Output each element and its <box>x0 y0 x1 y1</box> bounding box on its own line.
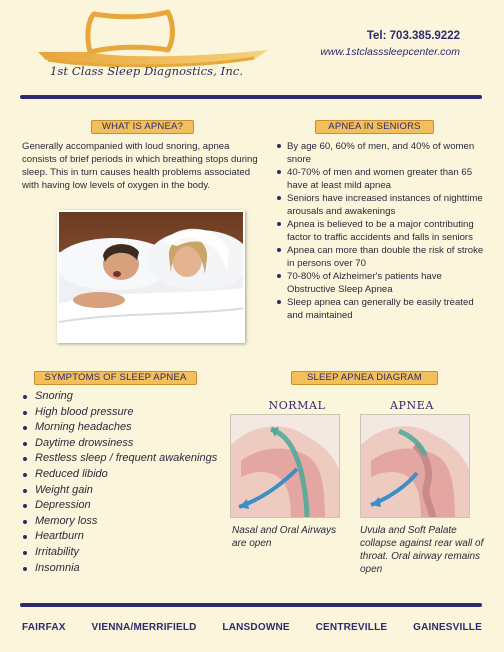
list-item: Seniors have increased instances of nighttime arousals and awakenings <box>276 192 486 218</box>
list-item: 40-70% of men and women greater than 65 have at least mild apnea <box>276 166 486 192</box>
list-item: Sleep apnea can generally be easily treated and maintained <box>276 296 486 322</box>
apnea-diagram-title: APNEA <box>390 399 434 412</box>
location-vienna-merrifield: VIENNA/MERRIFIELD <box>91 622 197 633</box>
locations-footer <box>22 622 482 633</box>
couple-in-bed-image <box>59 212 245 343</box>
list-item: Reduced libido <box>22 467 222 483</box>
list-item: Apnea can more than double the risk of stroke in persons over 70 <box>276 244 486 270</box>
location-lansdowne: LANSDOWNE <box>222 622 290 633</box>
location-fairfax: FAIRFAX <box>22 622 66 633</box>
list-item: 70-80% of Alzheimer's patients have Obstructive Sleep Apnea <box>276 270 486 296</box>
symptoms-heading: SYMPTOMS OF SLEEP APNEA <box>34 371 197 385</box>
website-link[interactable]: www.1stclasssleepcenter.com <box>320 46 460 58</box>
seniors-list <box>276 140 486 322</box>
what-is-apnea-heading: WHAT IS APNEA? <box>91 120 194 134</box>
location-gainesville: GAINESVILLE <box>413 622 482 633</box>
normal-airway-diagram <box>230 414 340 518</box>
apnea-airway-diagram <box>360 414 470 518</box>
company-name: 1st Class Sleep Diagnostics, Inc. <box>50 64 244 78</box>
what-is-apnea-text: Generally accompanied with loud snoring, apnea consists of brief periods in which breathing stops during sleep. This in turn causes health problems associated with having low levels of oxygen in the body. <box>22 141 258 191</box>
header-divider <box>20 95 482 99</box>
list-item: Weight gain <box>22 483 222 499</box>
contact-block <box>320 30 460 58</box>
list-item: By age 60, 60% of men, and 40% of women snore <box>276 140 486 166</box>
list-item: Apnea is believed to be a major contributing factor to traffic accidents and falls in seniors <box>276 218 486 244</box>
list-item: Memory loss <box>22 514 222 530</box>
normal-airway-illustration <box>231 415 340 518</box>
location-centreville: CENTREVILLE <box>315 622 388 633</box>
sleep-apnea-diagram-heading: SLEEP APNEA DIAGRAM <box>291 371 438 385</box>
footer-divider <box>20 603 482 607</box>
apnea-airway-illustration <box>361 415 470 518</box>
normal-diagram-title: NORMAL <box>268 399 326 412</box>
list-item: Daytime drowsiness <box>22 436 222 452</box>
list-item: Depression <box>22 498 222 514</box>
list-item: Heartburn <box>22 529 222 545</box>
symptoms-list <box>22 389 222 576</box>
apnea-in-seniors-heading: APNEA IN SENIORS <box>315 120 434 134</box>
normal-caption: Nasal and Oral Airways are open <box>232 525 337 549</box>
list-item: Restless sleep / frequent awakenings <box>22 451 222 467</box>
snoring-couple-photo <box>57 210 245 343</box>
list-item: Morning headaches <box>22 420 222 436</box>
list-item: Irritability <box>22 545 222 561</box>
list-item: Insomnia <box>22 561 222 577</box>
list-item: High blood pressure <box>22 405 222 421</box>
phone-number: Tel: 703.385.9222 <box>366 30 460 42</box>
list-item: Snoring <box>22 389 222 405</box>
apnea-caption: Uvula and Soft Palate collapse against rear wall of throat. Oral airway remains open <box>360 525 484 575</box>
